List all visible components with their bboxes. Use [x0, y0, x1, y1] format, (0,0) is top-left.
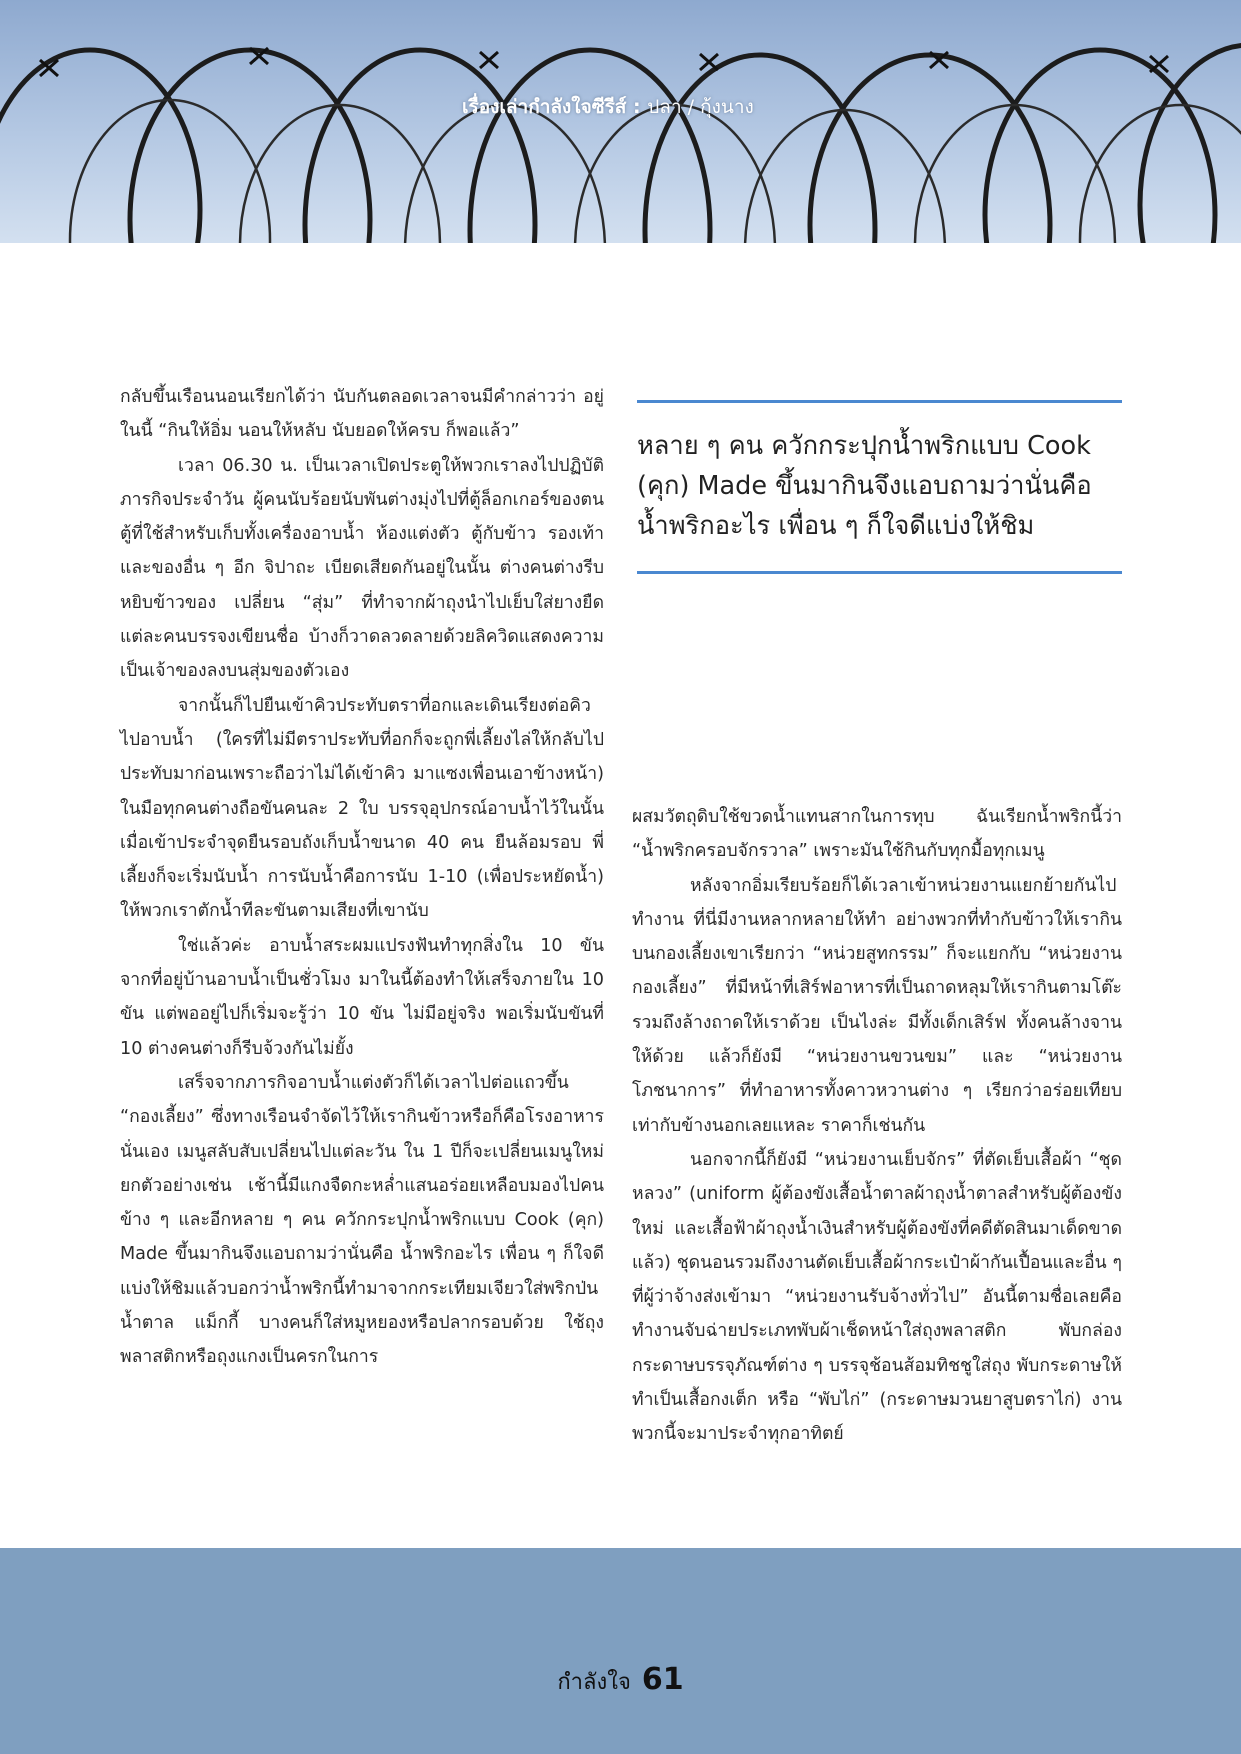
page-footer: [0, 1662, 1241, 1699]
article-column-left: [120, 380, 604, 1375]
footer-band: [0, 1548, 1241, 1754]
paragraph: นอกจากนี้ก็ยังมี “หน่วยงานเย็บจักร” ที่ตัดเย็บเสื้อผ้า “ชุดหลวง” (uniform ผู้ต้องขังเสื้อน้ำตาลผ้าถุงน้ำตาลสำหรับผู้ต้องขังใหม่ และเสื้อฟ้าผ้าถุงน้ำเงินสำหรับผู้ต้องขังที่คดีตัดสินมาเด็ดขาดแล้ว) ชุดนอนรวมถึงงานตัดเย็บเสื้อผ้ากระเป๋าผ้ากันเปื้อนและอื่น ๆ ที่ผู้ว่าจ้างส่งเข้ามา “หน่วยงานรับจ้างทั่วไป” อันนี้ตามชื่อเลยคือทำงานจับฉ่ายประเภทพับผ้าเช็ดหน้าใส่ถุงพลาสติก พับกล่องกระดาษบรรจุภัณฑ์ต่าง ๆ บรรจุช้อนส้อมทิชชูใส่ถุง พับกระดาษให้ทำเป็นเสื้อกงเต็ก หรือ “พับไก่” (กระดาษมวนยาสูบตราไก่) งานพวกนี้จะมาประจำทุกอาทิตย์: [632, 1149, 1122, 1445]
paragraph: จากนั้นก็ไปยืนเข้าคิวประทับตราที่อกและเดินเรียงต่อคิวไปอาบน้ำ (ใครที่ไม่มีตราประทับที่อกก็จะถูกพี่เลี้ยงไล่ให้กลับไปประทับมาก่อนเพราะถือว่าไม่ได้เข้าคิว มาแซงเพื่อนเอาข้างหน้า) ในมือทุกคนต่างถือขันคนละ 2 ใบ บรรจุอุปกรณ์อาบน้ำไว้ในนั้น เมื่อเข้าประจำจุดยืนรอบถังเก็บน้ำขนาด 40 คน ยืนล้อมรอบ พี่เลี้ยงก็จะเริ่มนับน้ำ การนับน้ำคือการนับ 1-10 (เพื่อประหยัดน้ำ) ให้พวกเราตักน้ำทีละขันตามเสียงที่เขานับ: [120, 695, 604, 922]
paragraph: เวลา 06.30 น. เป็นเวลาเปิดประตูให้พวกเราลงไปปฏิบัติภารกิจประจำวัน ผู้คนนับร้อยนับพันต่างมุ่งไปที่ตู้ล็อกเกอร์ของตน ตู้ที่ใช้สำหรับเก็บทั้งเครื่องอาบน้ำ ห้องแต่งตัว ตู้กับข้าว รองเท้า และของอื่น ๆ อีก จิปาถะ เบียดเสียดกันอยู่ในนั้น ต่างคนต่างรีบหยิบข้าวของ เปลี่ยน “สุ่ม” ที่ทำจากผ้าถุงนำไปเย็บใส่ยางยืด แต่ละคนบรรจงเขียนชื่อ บ้างก็วาดลวดลายด้วยลิควิดแสดงความเป็นเจ้าของลงบนสุ่มของตัวเอง: [120, 455, 604, 682]
pullquote: หลาย ๆ คน ควักกระปุกน้ำพริกแบบ Cook (คุก) Made ขึ้นมากินจึงแอบถามว่านั่นคือ น้ำพริกอะไร เพื่อน ๆ ก็ใจดีแบ่งให้ชิม: [637, 431, 1092, 541]
paragraph: เสร็จจากภารกิจอาบน้ำแต่งตัวก็ได้เวลาไปต่อแถวขึ้น “กองเลี้ยง” ซึ่งทางเรือนจำจัดไว้ให้เรากินข้าวหรือก็คือโรงอาหารนั่นเอง เมนูสลับสับเปลี่ยนไปแต่ละวัน ใน 1 ปีก็จะเปลี่ยนเมนูใหม่ ยกตัวอย่างเช่น เช้านี้มีแกงจืดกะหล่ำแสนอร่อยเหลือบมองไปคนข้าง ๆ และอีกหลาย ๆ คน ควักกระปุกน้ำพริกแบบ Cook (คุก) Made ขึ้นมากินจึงแอบถามว่านั่นคือ น้ำพริกอะไร เพื่อน ๆ ก็ใจดีแบ่งให้ชิมแล้วบอกว่าน้ำพริกนี้ทำมาจากกระเทียมเจียวใส่พริกป่น น้ำตาล แม็กกี้ บางคนก็ใส่หมูหยองหรือปลากรอบด้วย ใช้ถุงพลาสติกหรือถุงแกงเป็นครกในการ: [120, 1072, 604, 1368]
pullquote-rule-top: [637, 400, 1122, 403]
paragraph: หลังจากอิ่มเรียบร้อยก็ได้เวลาเข้าหน่วยงานแยกย้ายกันไปทำงาน ที่นี่มีงานหลากหลายให้ทำ อย่างพวกที่ทำกับข้าวให้เรากินบนกองเลี้ยงเขาเรียกว่า “หน่วยสูทกรรม” ก็จะแยกกับ “หน่วยงานกองเลี้ยง” ที่มีหน้าที่เสิร์ฟอาหารที่เป็นถาดหลุมให้เรากินตามโต๊ะ รวมถึงล้างถาดให้เราด้วย เป็นไงล่ะ มีทั้งเด็กเสิร์ฟ ทั้งคนล้างจานให้ด้วย แล้วก็ยังมี “หน่วยงานขวนขม” และ “หน่วยงานโภชนาการ” ที่ทำอาหารทั้งคาวหวานต่าง ๆ เรียกว่าอร่อยเทียบเท่ากับข้างนอกเลยแหละ ราคาก็เช่นกัน: [632, 875, 1122, 1136]
pullquote-rule-bottom: [637, 571, 1122, 574]
page-number: 61: [641, 1662, 684, 1697]
paragraph: ผสมวัตถุดิบใช้ขวดน้ำแทนสากในการทุบ ฉันเรียกน้ำพริกนี้ว่า “น้ำพริกครอบจักรวาล” เพราะมันใช้กินกับทุกมื้อทุกเมนู: [632, 807, 1122, 862]
paragraph: กลับขึ้นเรือนนอนเรียกได้ว่า นับกันตลอดเวลาจนมีคำกล่าวว่า อยู่ในนี้ “กินให้อิ่ม นอนให้หลับ นับยอดให้ครบ ก็พอแล้ว”: [120, 387, 604, 442]
header-banner: [0, 0, 1241, 243]
paragraph: ใช่แล้วค่ะ อาบน้ำสระผมแปรงฟันทำทุกสิ่งใน 10 ขัน จากที่อยู่บ้านอาบน้ำเป็นชั่วโมง มาในนี้ต้องทำให้เสร็จภายใน 10 ขัน แต่พออยู่ไปก็เริ่มจะรู้ว่า 10 ขัน ไม่มีอยู่จริง พอเริ่มนับขันที่ 10 ต่างคนต่างก็รีบจ้วงกันไม่ยั้ง: [120, 935, 604, 1059]
series-name: เรื่องเล่ากำลังใจซีรีส์: [462, 96, 627, 118]
article-column-right: [632, 800, 1122, 1452]
series-title: [462, 92, 754, 122]
magazine-name: กำลังใจ: [557, 1670, 631, 1695]
author-byline: ปลา / กุ้งนาง: [647, 96, 754, 118]
series-separator: :: [626, 96, 648, 118]
